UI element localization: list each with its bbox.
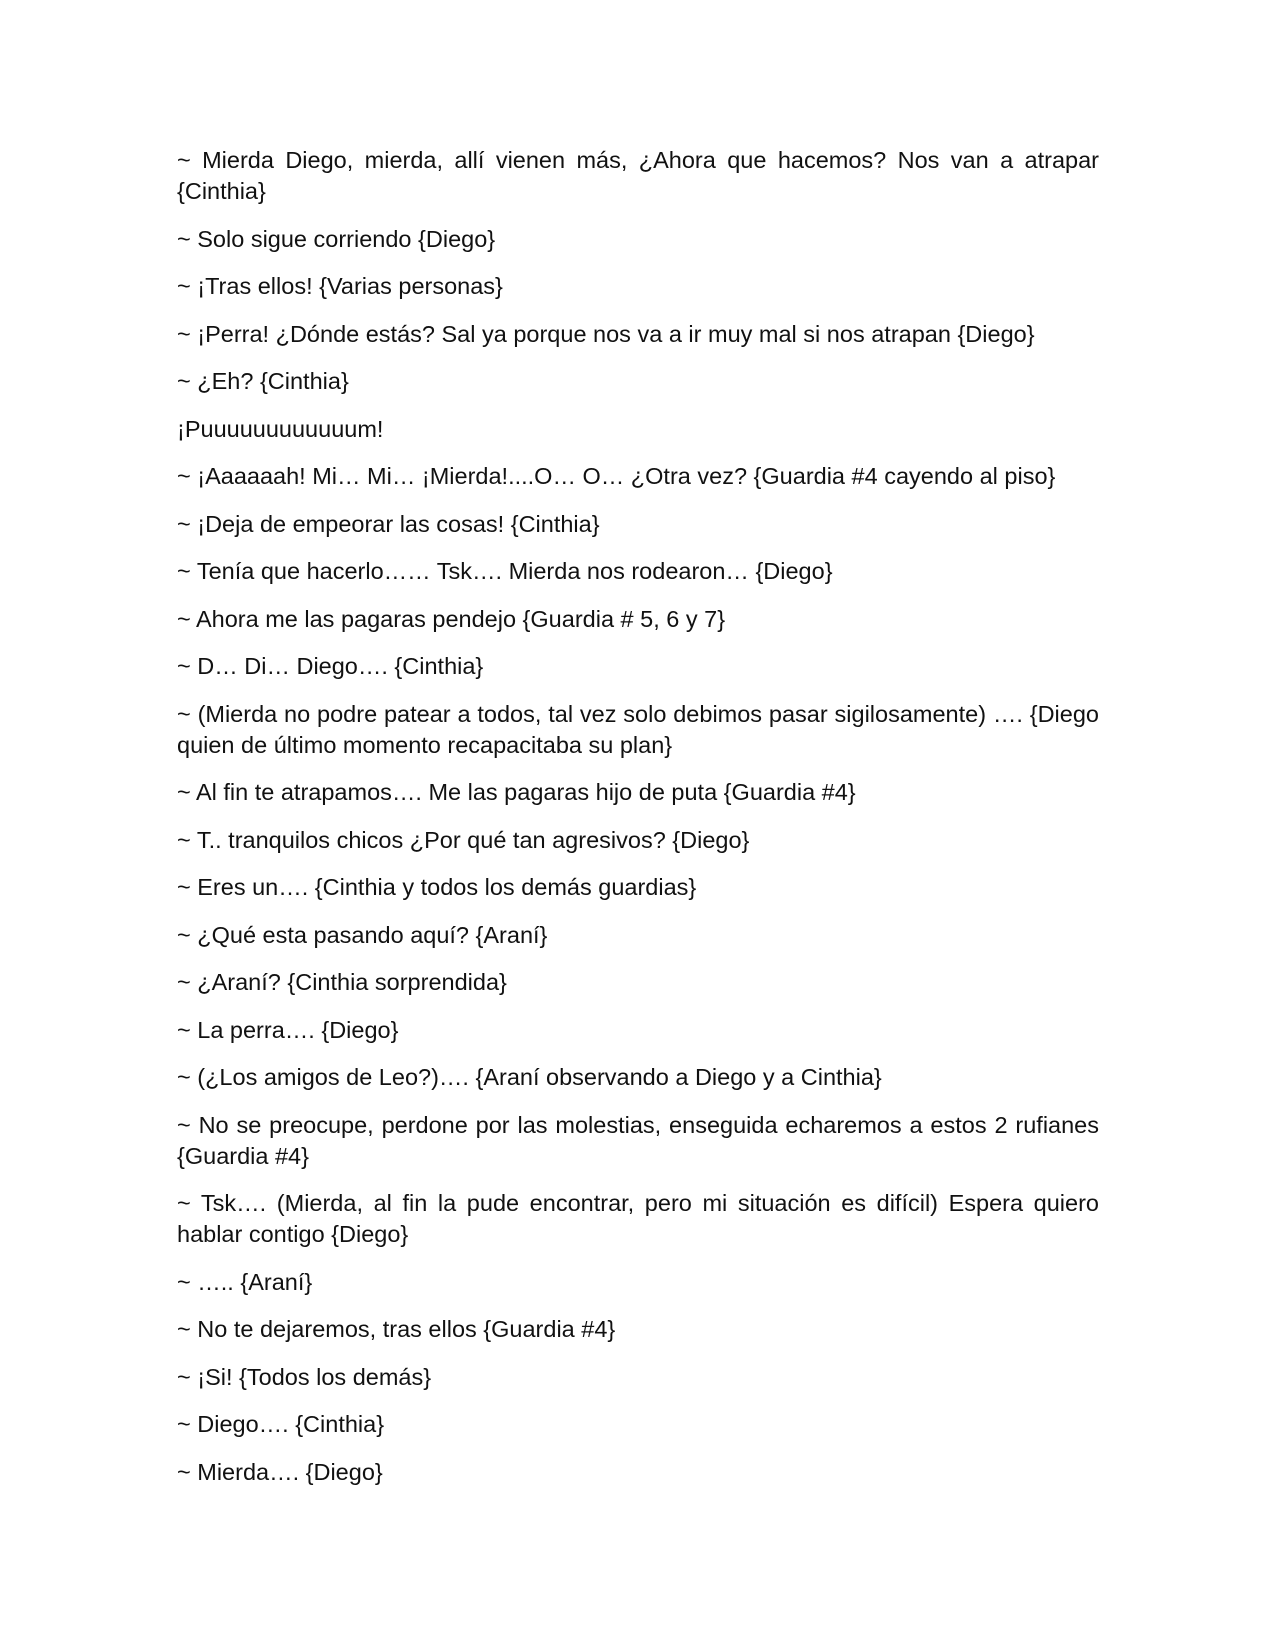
dialogue-line: ~ ¡Perra! ¿Dónde estás? Sal ya porque nos va a ir muy mal si nos atrapan {Diego}	[177, 320, 1035, 347]
dialogue-line: ~ Solo sigue corriendo {Diego}	[177, 225, 496, 252]
dialogue-line: ~ Mierda Diego, mierda, allí vienen más, ¿Ahora que hacemos? Nos van a atrapar {Cinthia}	[177, 147, 1106, 204]
dialogue-line: ~ ¿Araní? {Cinthia sorprendida}	[177, 969, 507, 995]
dialogue-line: ~ ¡Si! {Todos los demás}	[177, 1363, 432, 1390]
dialogue-line: ~ T.. tranquilos chicos ¿Por qué tan agresivos? {Diego}	[177, 826, 750, 853]
dialogue-line: ~ Al fin te atrapamos…. Me las pagaras hijo de puta {Guardia #4}	[177, 779, 856, 805]
sound-effect-line: ¡Puuuuuuuuuuuum!	[177, 415, 384, 442]
dialogue-line: ~ ….. {Araní}	[177, 1268, 313, 1295]
dialogue-line: ~ (Mierda no podre patear a todos, tal vez solo debimos pasar sigilosamente) …. {Diego quien de último momento recapacitaba su plan}	[177, 700, 1106, 758]
dialogue-line: ~ D… Di… Diego…. {Cinthia}	[177, 653, 484, 679]
dialogue-line: ~ Tenía que hacerlo…… Tsk…. Mierda nos rodearon… {Diego}	[177, 558, 833, 584]
dialogue-line: ~ No te dejaremos, tras ellos {Guardia #4}	[177, 1316, 616, 1342]
dialogue-line: ~ (¿Los amigos de Leo?)…. {Araní observando a Diego y a Cinthia}	[177, 1064, 882, 1090]
dialogue-line: ~ Ahora me las pagaras pendejo {Guardia # 5, 6 y 7}	[177, 605, 726, 632]
dialogue-text-body	[177, 145, 1106, 1504]
dialogue-line: ~ Diego…. {Cinthia}	[177, 1411, 385, 1437]
dialogue-line: ~ No se preocupe, perdone por las molestias, enseguida echaremos a estos 2 rufianes {Guardia #4}	[177, 1111, 1106, 1169]
dialogue-line: ~ ¡Aaaaaah! Mi… Mi… ¡Mierda!....O… O… ¿Otra vez? {Guardia #4 cayendo al piso}	[177, 463, 1056, 489]
dialogue-line: ~ Eres un…. {Cinthia y todos los demás guardias}	[177, 874, 697, 900]
dialogue-line: ~ ¡Tras ellos! {Varias personas}	[177, 273, 503, 299]
dialogue-line: ~ Tsk…. (Mierda, al fin la pude encontrar, pero mi situación es difícil) Espera quiero hablar contigo {Diego}	[177, 1190, 1106, 1247]
dialogue-line: ~ La perra…. {Diego}	[177, 1016, 399, 1043]
dialogue-line: ~ ¿Eh? {Cinthia}	[177, 368, 349, 394]
dialogue-line: ~ ¿Qué esta pasando aquí? {Araní}	[177, 921, 548, 948]
dialogue-line: ~ ¡Deja de empeorar las cosas! {Cinthia}	[177, 510, 600, 537]
dialogue-line: ~ Mierda…. {Diego}	[177, 1458, 383, 1485]
